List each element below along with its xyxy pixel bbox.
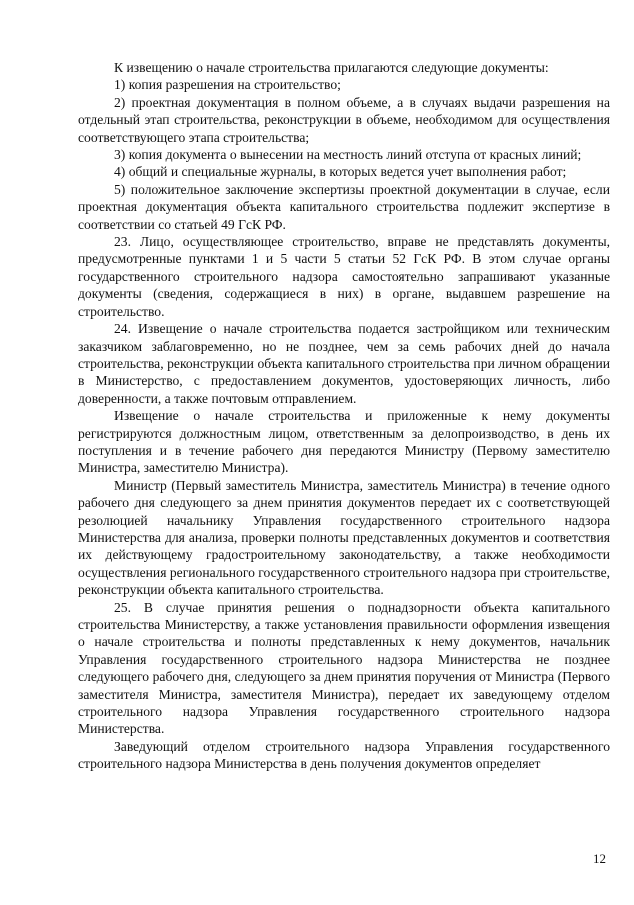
paragraph-item-1: 1) копия разрешения на строительство;	[114, 77, 341, 93]
paragraph-clause-23: 23. Лицо, осуществляющее строительство, вправе не представлять документы, предусмотренные пунктами 1 и 5 части 5 статьи 52 ГсК РФ. В этом случае органы государственного строительного надзора самостоятельно запрашивают указанные документы (сведения, содержащиеся в них) в органе, выдавшем разрешение на строительство.	[78, 234, 610, 319]
paragraph-clause-24: 24. Извещение о начале строительства подается застройщиком или техническим заказчиком заблаговременно, но не позднее, чем за семь рабочих дней до начала строительства, реконструкции объекта капитального строительства при личном обращении в Министерство, с предоставлением документов, удостоверяющих личность, либо доверенности, а также почтовым отправлением.	[78, 321, 610, 406]
document-body	[78, 59, 610, 773]
paragraph-department-head: Заведующий отделом строительного надзора Управления государственного строительного надзора Министерства в день получения документов определяет	[78, 738, 610, 772]
paragraph-intro: К извещению о начале строительства прилагаются следующие документы:	[114, 60, 549, 75]
paragraph-minister: Министр (Первый заместитель Министра, заместитель Министра) в течение одного рабочего дня следующего за днем принятия документов передает их с соответствующей резолюцией начальнику Управления государственного строительного надзора Министерства для анализа, проверки полноты представленных документов и соответствия их действующему градостроительному законодательству, а также необходимости осуществления регионального государственного строительного надзора при строительстве, реконструкции объекта капитального строительства.	[78, 477, 610, 598]
page-number: 12	[593, 851, 606, 866]
paragraph-item-3: 3) копия документа о вынесении на местность линий отступа от красных линий;	[114, 147, 582, 163]
paragraph-clause-25: 25. В случае принятия решения о поднадзорности объекта капитального строительства Министерству, а также установления правильности оформления извещения о начале строительства и полноты представленных к нему документов, начальник Управления государственного строительного надзора Министерства не позднее следующего рабочего дня, следующего за днем принятия поручения от Министра (Первого заместителя Министра, заместителя Министра), передает их заведующему отделом строительного надзора Управления государственного строительного надзора Министерства.	[78, 599, 610, 737]
paragraph-item-4: 4) общий и специальные журналы, в которых ведется учет выполнения работ;	[114, 164, 567, 180]
paragraph-item-2: 2) проектная документация в полном объеме, а в случаях выдачи разрешения на отдельный этап строительства, реконструкции в объеме, необходимом для осуществления соответствующего этапа строительства;	[78, 94, 610, 145]
paragraph-registration: Извещение о начале строительства и приложенные к нему документы регистрируются должностным лицом, ответственным за делопроизводство, в день их поступления и в течение рабочего дня передаются Министру (Первому заместителю Министра, заместителю Министра).	[78, 408, 610, 476]
paragraph-item-5: 5) положительное заключение экспертизы проектной документации в случае, если проектная документация объекта капитального строительства подлежит экспертизе в соответствии со статьей 49 ГсК РФ.	[78, 181, 610, 232]
